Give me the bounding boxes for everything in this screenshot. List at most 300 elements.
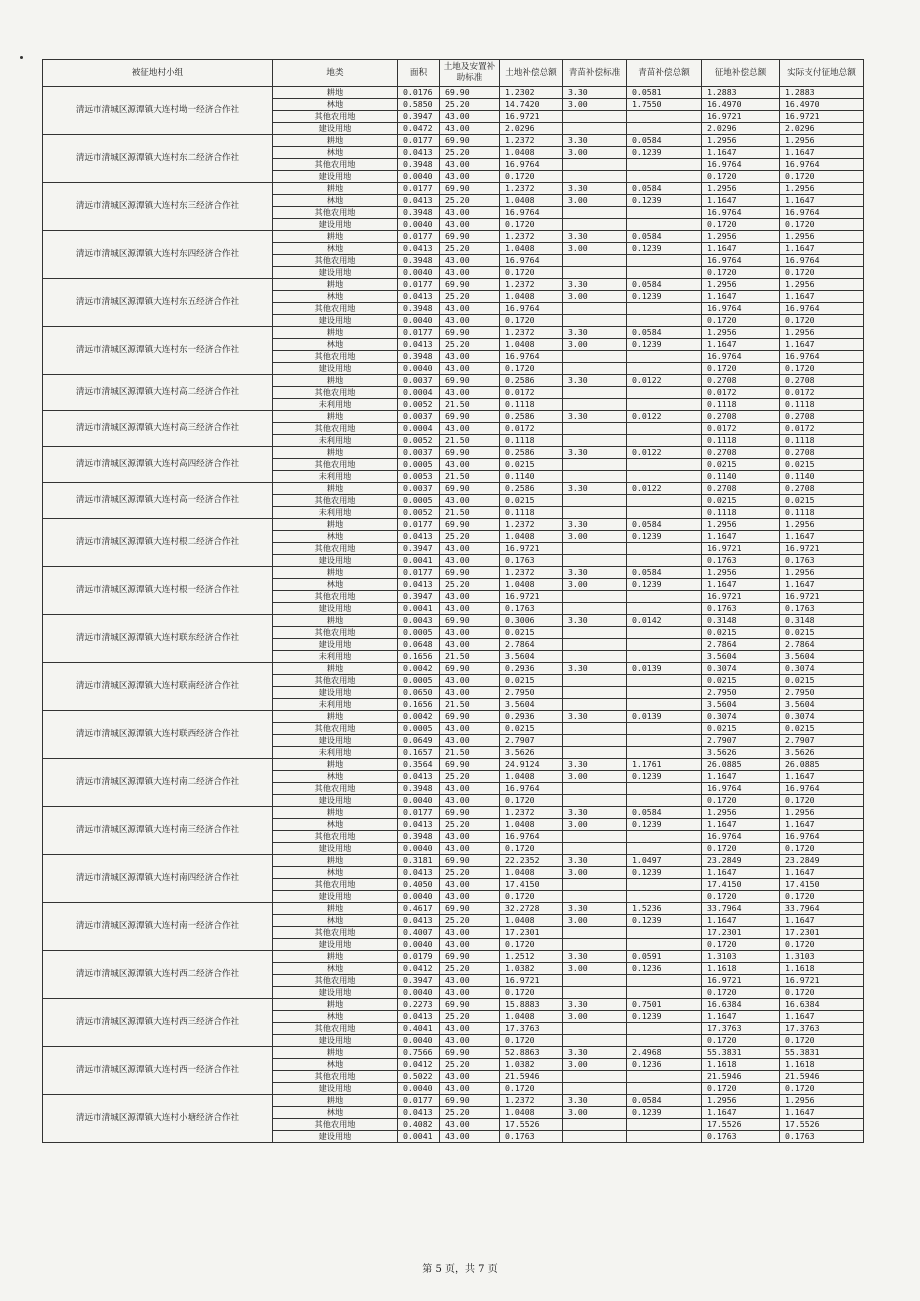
actual-paid-cell: 16.9764 — [780, 783, 864, 795]
land-type-cell: 其他农用地 — [273, 351, 398, 363]
actual-paid-cell: 0.1720 — [780, 315, 864, 327]
crop-total-cell: 0.1239 — [627, 771, 702, 783]
actual-paid-cell: 0.0215 — [780, 675, 864, 687]
land-total-cell: 3.5626 — [500, 747, 563, 759]
area-cell: 0.0005 — [398, 459, 440, 471]
crop-total-cell — [627, 975, 702, 987]
actual-paid-cell: 1.2956 — [780, 567, 864, 579]
area-cell: 0.3948 — [398, 783, 440, 795]
crop-total-cell: 0.0584 — [627, 231, 702, 243]
land-total-cell: 3.5604 — [500, 651, 563, 663]
header-area: 面积 — [398, 60, 440, 87]
compensation-total-cell: 0.1720 — [702, 315, 780, 327]
crop-total-cell — [627, 723, 702, 735]
land-type-cell: 耕地 — [273, 663, 398, 675]
land-standard-cell: 21.50 — [440, 471, 500, 483]
crop-total-cell — [627, 651, 702, 663]
compensation-total-cell: 1.1647 — [702, 291, 780, 303]
area-cell: 0.0650 — [398, 687, 440, 699]
village-group-name: 清远市清城区源潭镇大连村东一经济合作社 — [43, 327, 273, 375]
crop-standard-cell — [563, 927, 627, 939]
actual-paid-cell: 16.9721 — [780, 543, 864, 555]
crop-standard-cell: 3.30 — [563, 807, 627, 819]
land-total-cell: 17.4150 — [500, 879, 563, 891]
land-standard-cell: 43.00 — [440, 351, 500, 363]
crop-total-cell: 0.0584 — [627, 1095, 702, 1107]
land-type-cell: 耕地 — [273, 759, 398, 771]
land-standard-cell: 25.20 — [440, 1107, 500, 1119]
crop-total-cell — [627, 207, 702, 219]
crop-standard-cell — [563, 1071, 627, 1083]
crop-standard-cell — [563, 627, 627, 639]
land-total-cell: 16.9721 — [500, 543, 563, 555]
compensation-total-cell: 3.5626 — [702, 747, 780, 759]
land-type-cell: 林地 — [273, 531, 398, 543]
crop-standard-cell: 3.30 — [563, 951, 627, 963]
land-standard-cell: 25.20 — [440, 1059, 500, 1071]
land-type-cell: 耕地 — [273, 807, 398, 819]
crop-standard-cell — [563, 207, 627, 219]
land-type-cell: 建设用地 — [273, 315, 398, 327]
crop-total-cell: 1.5236 — [627, 903, 702, 915]
land-type-cell: 耕地 — [273, 711, 398, 723]
area-cell: 0.1657 — [398, 747, 440, 759]
crop-total-cell — [627, 159, 702, 171]
land-total-cell: 1.0408 — [500, 243, 563, 255]
compensation-total-cell: 0.1720 — [702, 987, 780, 999]
land-standard-cell: 43.00 — [440, 891, 500, 903]
land-total-cell: 0.1118 — [500, 399, 563, 411]
area-cell: 0.0052 — [398, 435, 440, 447]
land-type-cell: 林地 — [273, 915, 398, 927]
header-land-type: 地类 — [273, 60, 398, 87]
crop-total-cell — [627, 591, 702, 603]
header-village-group: 被征地村小组 — [43, 60, 273, 87]
area-cell: 0.3948 — [398, 303, 440, 315]
table-body — [43, 87, 864, 1143]
actual-paid-cell: 0.0215 — [780, 627, 864, 639]
compensation-total-cell: 1.1618 — [702, 963, 780, 975]
compensation-total-cell: 1.1647 — [702, 867, 780, 879]
land-total-cell: 17.2301 — [500, 927, 563, 939]
land-standard-cell: 43.00 — [440, 171, 500, 183]
land-total-cell: 0.1763 — [500, 603, 563, 615]
land-standard-cell: 43.00 — [440, 735, 500, 747]
crop-standard-cell: 3.00 — [563, 243, 627, 255]
crop-total-cell: 0.1239 — [627, 1107, 702, 1119]
land-standard-cell: 43.00 — [440, 843, 500, 855]
compensation-total-cell: 1.2956 — [702, 279, 780, 291]
land-type-cell: 未利用地 — [273, 507, 398, 519]
crop-total-cell — [627, 675, 702, 687]
land-type-cell: 林地 — [273, 1011, 398, 1023]
area-cell: 0.3948 — [398, 159, 440, 171]
actual-paid-cell: 2.7950 — [780, 687, 864, 699]
crop-total-cell: 0.0584 — [627, 519, 702, 531]
land-type-cell: 建设用地 — [273, 843, 398, 855]
compensation-total-cell: 0.3074 — [702, 711, 780, 723]
area-cell: 0.0053 — [398, 471, 440, 483]
area-cell: 0.0004 — [398, 387, 440, 399]
compensation-total-cell: 1.1647 — [702, 819, 780, 831]
crop-total-cell: 0.7501 — [627, 999, 702, 1011]
village-group-name: 清远市清城区源潭镇大连村南二经济合作社 — [43, 759, 273, 807]
land-standard-cell: 43.00 — [440, 1071, 500, 1083]
area-cell: 0.0037 — [398, 411, 440, 423]
land-standard-cell: 69.90 — [440, 519, 500, 531]
crop-total-cell — [627, 363, 702, 375]
table-row — [43, 567, 864, 579]
crop-standard-cell: 3.30 — [563, 999, 627, 1011]
land-standard-cell: 25.20 — [440, 867, 500, 879]
table-row — [43, 183, 864, 195]
land-type-cell: 耕地 — [273, 1095, 398, 1107]
actual-paid-cell: 16.9764 — [780, 303, 864, 315]
crop-total-cell — [627, 459, 702, 471]
crop-standard-cell — [563, 111, 627, 123]
land-total-cell: 0.0215 — [500, 675, 563, 687]
crop-total-cell — [627, 939, 702, 951]
area-cell: 0.0413 — [398, 915, 440, 927]
compensation-total-cell: 17.2301 — [702, 927, 780, 939]
land-type-cell: 建设用地 — [273, 219, 398, 231]
area-cell: 0.0037 — [398, 483, 440, 495]
land-total-cell: 0.0215 — [500, 723, 563, 735]
land-standard-cell: 69.90 — [440, 447, 500, 459]
area-cell: 0.4617 — [398, 903, 440, 915]
land-total-cell: 1.2372 — [500, 183, 563, 195]
land-standard-cell: 43.00 — [440, 591, 500, 603]
actual-paid-cell: 0.3074 — [780, 711, 864, 723]
actual-paid-cell: 16.9764 — [780, 351, 864, 363]
land-standard-cell: 43.00 — [440, 1119, 500, 1131]
crop-total-cell — [627, 495, 702, 507]
land-total-cell: 0.1720 — [500, 939, 563, 951]
table-row — [43, 279, 864, 291]
land-standard-cell: 69.90 — [440, 1047, 500, 1059]
crop-total-cell — [627, 747, 702, 759]
village-group-name: 清远市清城区源潭镇大连村西二经济合作社 — [43, 951, 273, 999]
actual-paid-cell: 0.1118 — [780, 507, 864, 519]
land-type-cell: 建设用地 — [273, 123, 398, 135]
crop-total-cell: 0.1236 — [627, 1059, 702, 1071]
area-cell: 0.0177 — [398, 135, 440, 147]
crop-total-cell — [627, 987, 702, 999]
land-type-cell: 其他农用地 — [273, 675, 398, 687]
land-standard-cell: 25.20 — [440, 819, 500, 831]
compensation-total-cell: 1.1647 — [702, 1011, 780, 1023]
land-total-cell: 0.2936 — [500, 711, 563, 723]
land-type-cell: 林地 — [273, 195, 398, 207]
actual-paid-cell: 3.5626 — [780, 747, 864, 759]
land-standard-cell: 69.90 — [440, 327, 500, 339]
crop-standard-cell: 3.00 — [563, 291, 627, 303]
land-type-cell: 其他农用地 — [273, 423, 398, 435]
land-total-cell: 0.1720 — [500, 987, 563, 999]
land-standard-cell: 25.20 — [440, 291, 500, 303]
crop-standard-cell — [563, 591, 627, 603]
header-actual-paid: 实际支付征地总额 — [780, 60, 864, 87]
crop-total-cell: 0.0122 — [627, 483, 702, 495]
area-cell: 0.0413 — [398, 819, 440, 831]
land-standard-cell: 43.00 — [440, 975, 500, 987]
crop-standard-cell — [563, 471, 627, 483]
land-total-cell: 1.0408 — [500, 195, 563, 207]
land-total-cell: 15.8883 — [500, 999, 563, 1011]
actual-paid-cell: 1.1647 — [780, 291, 864, 303]
crop-standard-cell — [563, 219, 627, 231]
crop-total-cell: 0.0584 — [627, 183, 702, 195]
land-standard-cell: 43.00 — [440, 795, 500, 807]
land-type-cell: 耕地 — [273, 519, 398, 531]
crop-total-cell: 0.1239 — [627, 243, 702, 255]
compensation-total-cell: 0.1118 — [702, 507, 780, 519]
area-cell: 0.0177 — [398, 279, 440, 291]
area-cell: 0.0413 — [398, 243, 440, 255]
land-type-cell: 耕地 — [273, 87, 398, 99]
compensation-total-cell: 0.1720 — [702, 939, 780, 951]
crop-total-cell: 0.1239 — [627, 579, 702, 591]
land-standard-cell: 43.00 — [440, 1035, 500, 1047]
land-total-cell: 0.2586 — [500, 447, 563, 459]
land-standard-cell: 69.90 — [440, 855, 500, 867]
compensation-total-cell: 2.7950 — [702, 687, 780, 699]
land-type-cell: 其他农用地 — [273, 255, 398, 267]
land-type-cell: 其他农用地 — [273, 495, 398, 507]
land-total-cell: 1.0408 — [500, 915, 563, 927]
compensation-total-cell: 16.9764 — [702, 255, 780, 267]
actual-paid-cell: 17.3763 — [780, 1023, 864, 1035]
area-cell: 0.0041 — [398, 1131, 440, 1143]
land-total-cell: 1.0408 — [500, 147, 563, 159]
area-cell: 0.2273 — [398, 999, 440, 1011]
actual-paid-cell: 1.2956 — [780, 135, 864, 147]
actual-paid-cell: 0.1720 — [780, 987, 864, 999]
land-standard-cell: 69.90 — [440, 87, 500, 99]
land-standard-cell: 25.20 — [440, 339, 500, 351]
land-type-cell: 其他农用地 — [273, 1023, 398, 1035]
land-standard-cell: 69.90 — [440, 759, 500, 771]
land-standard-cell: 43.00 — [440, 555, 500, 567]
area-cell: 0.7566 — [398, 1047, 440, 1059]
land-standard-cell: 69.90 — [440, 231, 500, 243]
village-group-name: 清远市清城区源潭镇大连村高二经济合作社 — [43, 375, 273, 411]
village-group-name: 清远市清城区源潭镇大连村联东经济合作社 — [43, 615, 273, 663]
compensation-total-cell: 0.3074 — [702, 663, 780, 675]
crop-standard-cell: 3.00 — [563, 1107, 627, 1119]
compensation-total-cell: 16.9764 — [702, 351, 780, 363]
land-type-cell: 林地 — [273, 963, 398, 975]
actual-paid-cell: 0.1720 — [780, 843, 864, 855]
crop-standard-cell: 3.30 — [563, 615, 627, 627]
crop-standard-cell — [563, 879, 627, 891]
compensation-total-cell: 1.2956 — [702, 231, 780, 243]
actual-paid-cell: 16.9721 — [780, 111, 864, 123]
crop-standard-cell: 3.30 — [563, 903, 627, 915]
land-type-cell: 其他农用地 — [273, 783, 398, 795]
village-group-name: 清远市清城区源潭镇大连村联南经济合作社 — [43, 663, 273, 711]
area-cell: 0.0005 — [398, 627, 440, 639]
area-cell: 0.0413 — [398, 1011, 440, 1023]
land-standard-cell: 43.00 — [440, 255, 500, 267]
crop-standard-cell: 3.00 — [563, 771, 627, 783]
actual-paid-cell: 0.1118 — [780, 435, 864, 447]
land-standard-cell: 69.90 — [440, 567, 500, 579]
land-standard-cell: 69.90 — [440, 411, 500, 423]
actual-paid-cell: 0.1763 — [780, 603, 864, 615]
land-type-cell: 建设用地 — [273, 1131, 398, 1143]
village-group-name: 清远市清城区源潭镇大连村根二经济合作社 — [43, 519, 273, 567]
land-total-cell: 14.7420 — [500, 99, 563, 111]
compensation-total-cell: 0.1763 — [702, 555, 780, 567]
area-cell: 0.1656 — [398, 699, 440, 711]
land-total-cell: 1.2372 — [500, 231, 563, 243]
land-standard-cell: 25.20 — [440, 99, 500, 111]
actual-paid-cell: 0.1720 — [780, 219, 864, 231]
land-standard-cell: 43.00 — [440, 1023, 500, 1035]
land-standard-cell: 43.00 — [440, 423, 500, 435]
crop-standard-cell — [563, 831, 627, 843]
area-cell: 0.0413 — [398, 771, 440, 783]
area-cell: 0.0413 — [398, 1107, 440, 1119]
village-group-name: 清远市清城区源潭镇大连村根一经济合作社 — [43, 567, 273, 615]
header-crop-standard: 青苗补偿标准 — [563, 60, 627, 87]
crop-total-cell — [627, 315, 702, 327]
crop-standard-cell — [563, 891, 627, 903]
compensation-total-cell: 16.9721 — [702, 543, 780, 555]
crop-standard-cell — [563, 303, 627, 315]
compensation-total-cell: 16.6384 — [702, 999, 780, 1011]
land-standard-cell: 43.00 — [440, 123, 500, 135]
crop-standard-cell: 3.00 — [563, 99, 627, 111]
compensation-total-cell: 2.7864 — [702, 639, 780, 651]
actual-paid-cell: 3.5604 — [780, 651, 864, 663]
area-cell: 0.0041 — [398, 555, 440, 567]
village-group-name: 清远市清城区源潭镇大连村东二经济合作社 — [43, 135, 273, 183]
crop-standard-cell: 3.30 — [563, 759, 627, 771]
area-cell: 0.3947 — [398, 543, 440, 555]
table-row — [43, 951, 864, 963]
land-total-cell: 0.2586 — [500, 375, 563, 387]
table-header-row — [43, 60, 864, 87]
compensation-total-cell: 1.2956 — [702, 183, 780, 195]
land-type-cell: 耕地 — [273, 327, 398, 339]
land-total-cell: 17.5526 — [500, 1119, 563, 1131]
table-row — [43, 411, 864, 423]
compensation-total-cell: 3.5604 — [702, 699, 780, 711]
actual-paid-cell: 16.9764 — [780, 207, 864, 219]
actual-paid-cell: 1.3103 — [780, 951, 864, 963]
area-cell: 0.0040 — [398, 363, 440, 375]
land-type-cell: 其他农用地 — [273, 723, 398, 735]
land-total-cell: 1.2302 — [500, 87, 563, 99]
land-type-cell: 林地 — [273, 1059, 398, 1071]
village-group-name: 清远市清城区源潭镇大连村东五经济合作社 — [43, 279, 273, 327]
crop-total-cell: 0.0122 — [627, 447, 702, 459]
crop-total-cell — [627, 507, 702, 519]
compensation-total-cell: 0.1720 — [702, 843, 780, 855]
crop-standard-cell: 3.00 — [563, 195, 627, 207]
area-cell: 0.0177 — [398, 567, 440, 579]
header-land-standard: 土地及安置补助标准 — [440, 60, 500, 87]
land-standard-cell: 43.00 — [440, 303, 500, 315]
table-row — [43, 711, 864, 723]
compensation-total-cell: 16.9764 — [702, 831, 780, 843]
crop-total-cell — [627, 891, 702, 903]
crop-standard-cell: 3.00 — [563, 1011, 627, 1023]
land-standard-cell: 43.00 — [440, 267, 500, 279]
crop-total-cell — [627, 1131, 702, 1143]
land-standard-cell: 25.20 — [440, 195, 500, 207]
area-cell: 0.0413 — [398, 867, 440, 879]
actual-paid-cell: 33.7964 — [780, 903, 864, 915]
actual-paid-cell: 0.2708 — [780, 411, 864, 423]
compensation-total-cell: 1.1647 — [702, 531, 780, 543]
actual-paid-cell: 1.2956 — [780, 519, 864, 531]
compensation-total-cell: 0.1720 — [702, 219, 780, 231]
land-standard-cell: 25.20 — [440, 243, 500, 255]
land-type-cell: 耕地 — [273, 615, 398, 627]
land-total-cell: 0.1720 — [500, 315, 563, 327]
land-standard-cell: 69.90 — [440, 135, 500, 147]
actual-paid-cell: 0.3074 — [780, 663, 864, 675]
crop-standard-cell: 3.00 — [563, 867, 627, 879]
land-standard-cell: 43.00 — [440, 1131, 500, 1143]
crop-standard-cell — [563, 939, 627, 951]
land-total-cell: 16.9764 — [500, 255, 563, 267]
area-cell: 0.0040 — [398, 171, 440, 183]
land-total-cell: 0.1720 — [500, 219, 563, 231]
land-total-cell: 0.1763 — [500, 1131, 563, 1143]
compensation-total-cell: 0.1720 — [702, 267, 780, 279]
land-standard-cell: 69.90 — [440, 615, 500, 627]
actual-paid-cell: 16.4970 — [780, 99, 864, 111]
land-total-cell: 1.0408 — [500, 531, 563, 543]
crop-total-cell — [627, 423, 702, 435]
land-type-cell: 林地 — [273, 243, 398, 255]
land-type-cell: 建设用地 — [273, 735, 398, 747]
land-total-cell: 0.1118 — [500, 507, 563, 519]
land-total-cell: 0.1720 — [500, 843, 563, 855]
land-standard-cell: 69.90 — [440, 183, 500, 195]
table-row — [43, 1047, 864, 1059]
actual-paid-cell: 26.0885 — [780, 759, 864, 771]
table-row — [43, 519, 864, 531]
crop-total-cell — [627, 351, 702, 363]
compensation-total-cell: 17.5526 — [702, 1119, 780, 1131]
crop-total-cell: 0.0122 — [627, 411, 702, 423]
land-total-cell: 16.9764 — [500, 351, 563, 363]
crop-standard-cell: 3.30 — [563, 663, 627, 675]
land-standard-cell: 69.90 — [440, 375, 500, 387]
area-cell: 0.3947 — [398, 975, 440, 987]
table-row — [43, 483, 864, 495]
land-total-cell: 24.9124 — [500, 759, 563, 771]
area-cell: 0.3564 — [398, 759, 440, 771]
crop-total-cell — [627, 435, 702, 447]
land-standard-cell: 21.50 — [440, 699, 500, 711]
land-standard-cell: 21.50 — [440, 507, 500, 519]
crop-standard-cell — [563, 363, 627, 375]
land-type-cell: 其他农用地 — [273, 879, 398, 891]
land-type-cell: 林地 — [273, 819, 398, 831]
area-cell: 0.4082 — [398, 1119, 440, 1131]
land-standard-cell: 43.00 — [440, 639, 500, 651]
crop-total-cell: 0.1239 — [627, 915, 702, 927]
land-total-cell: 0.1720 — [500, 171, 563, 183]
crop-total-cell — [627, 399, 702, 411]
actual-paid-cell: 17.4150 — [780, 879, 864, 891]
